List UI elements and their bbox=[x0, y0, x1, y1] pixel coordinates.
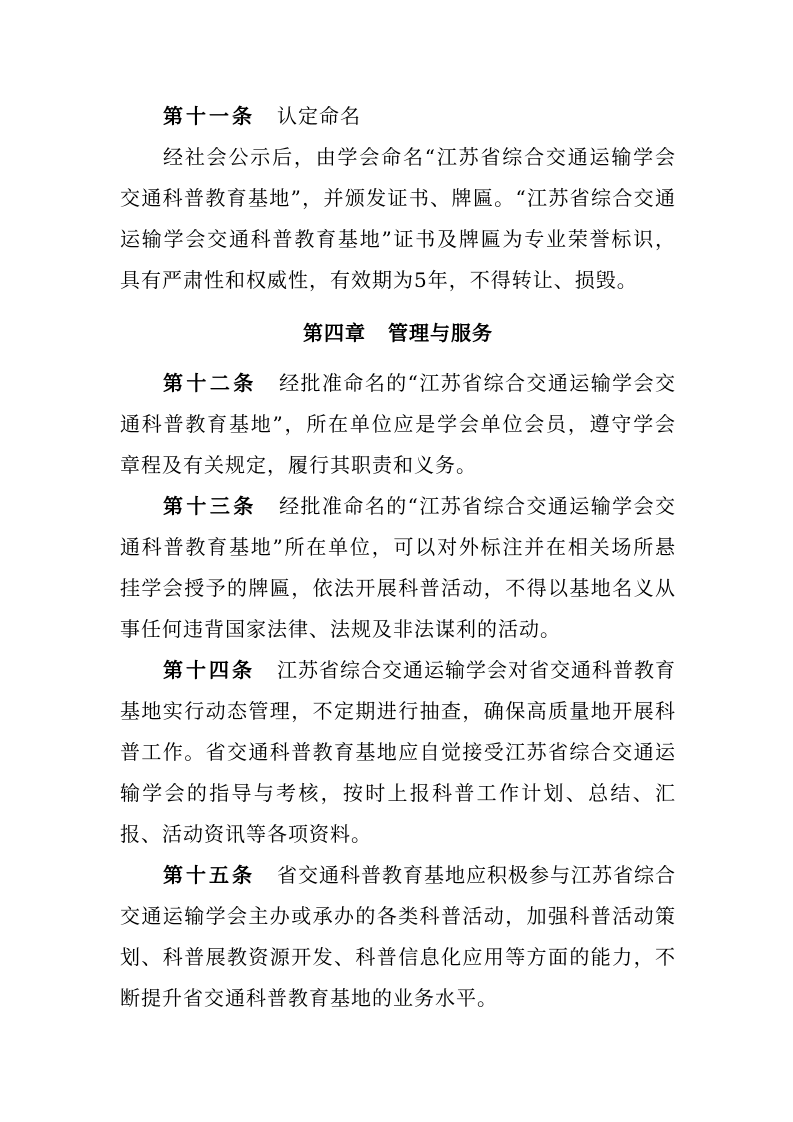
article-12-title: 第十二条 bbox=[163, 371, 257, 395]
article-11-subtitle: 认定命名 bbox=[277, 104, 361, 128]
article-12-body: 经批准命名的“江苏省综合交通运输学会交通科普教育基地”，所在单位应是学会单位会员，遵守学会章程及有关规定，履行其职责和义务。 bbox=[120, 371, 676, 477]
article-15-title: 第十五条 bbox=[163, 863, 255, 887]
article-13 bbox=[120, 486, 676, 650]
chapter-4-heading bbox=[120, 309, 676, 357]
article-11 bbox=[120, 96, 676, 137]
article-11-body: 经社会公示后，由学会命名“江苏省综合交通运输学会交通科普教育基地”，并颁发证书、牌匾。“江苏省综合交通运输学会交通科普教育基地”证书及牌匾为专业荣誉标识，具有严肃性和权威性，有效期为5年，不得转让、损毁。 bbox=[120, 145, 676, 292]
article-14-body: 江苏省综合交通运输学会对省交通科普教育基地实行动态管理，不定期进行抽查，确保高质量地开展科普工作。省交通科普教育基地应自觉接受江苏省综合交通运输学会的指导与考核，按时上报科普工作计划、总结、汇报、活动资讯等各项资料。 bbox=[120, 658, 676, 846]
article-14-title: 第十四条 bbox=[163, 658, 255, 682]
article-11-title: 第十一条 bbox=[163, 104, 255, 128]
article-13-body: 经批准命名的“江苏省综合交通运输学会交通科普教育基地”所在单位，可以对外标注并在相关场所悬挂学会授予的牌匾，依法开展科普活动，不得以基地名义从事任何违背国家法律、法规及非法谋利的活动。 bbox=[120, 494, 676, 641]
article-15 bbox=[120, 855, 676, 1019]
chapter-4-name: 管理与服务 bbox=[388, 321, 493, 345]
chapter-4-number: 第四章 bbox=[303, 321, 366, 345]
article-15-body: 省交通科普教育基地应积极参与江苏省综合交通运输学会主办或承办的各类科普活动，加强科普活动策划、科普展教资源开发、科普信息化应用等方面的能力，不断提升省交通科普教育基地的业务水平。 bbox=[120, 863, 676, 1010]
article-14 bbox=[120, 650, 676, 855]
article-13-title: 第十三条 bbox=[163, 494, 257, 518]
document-content bbox=[120, 96, 676, 1019]
article-12 bbox=[120, 363, 676, 486]
